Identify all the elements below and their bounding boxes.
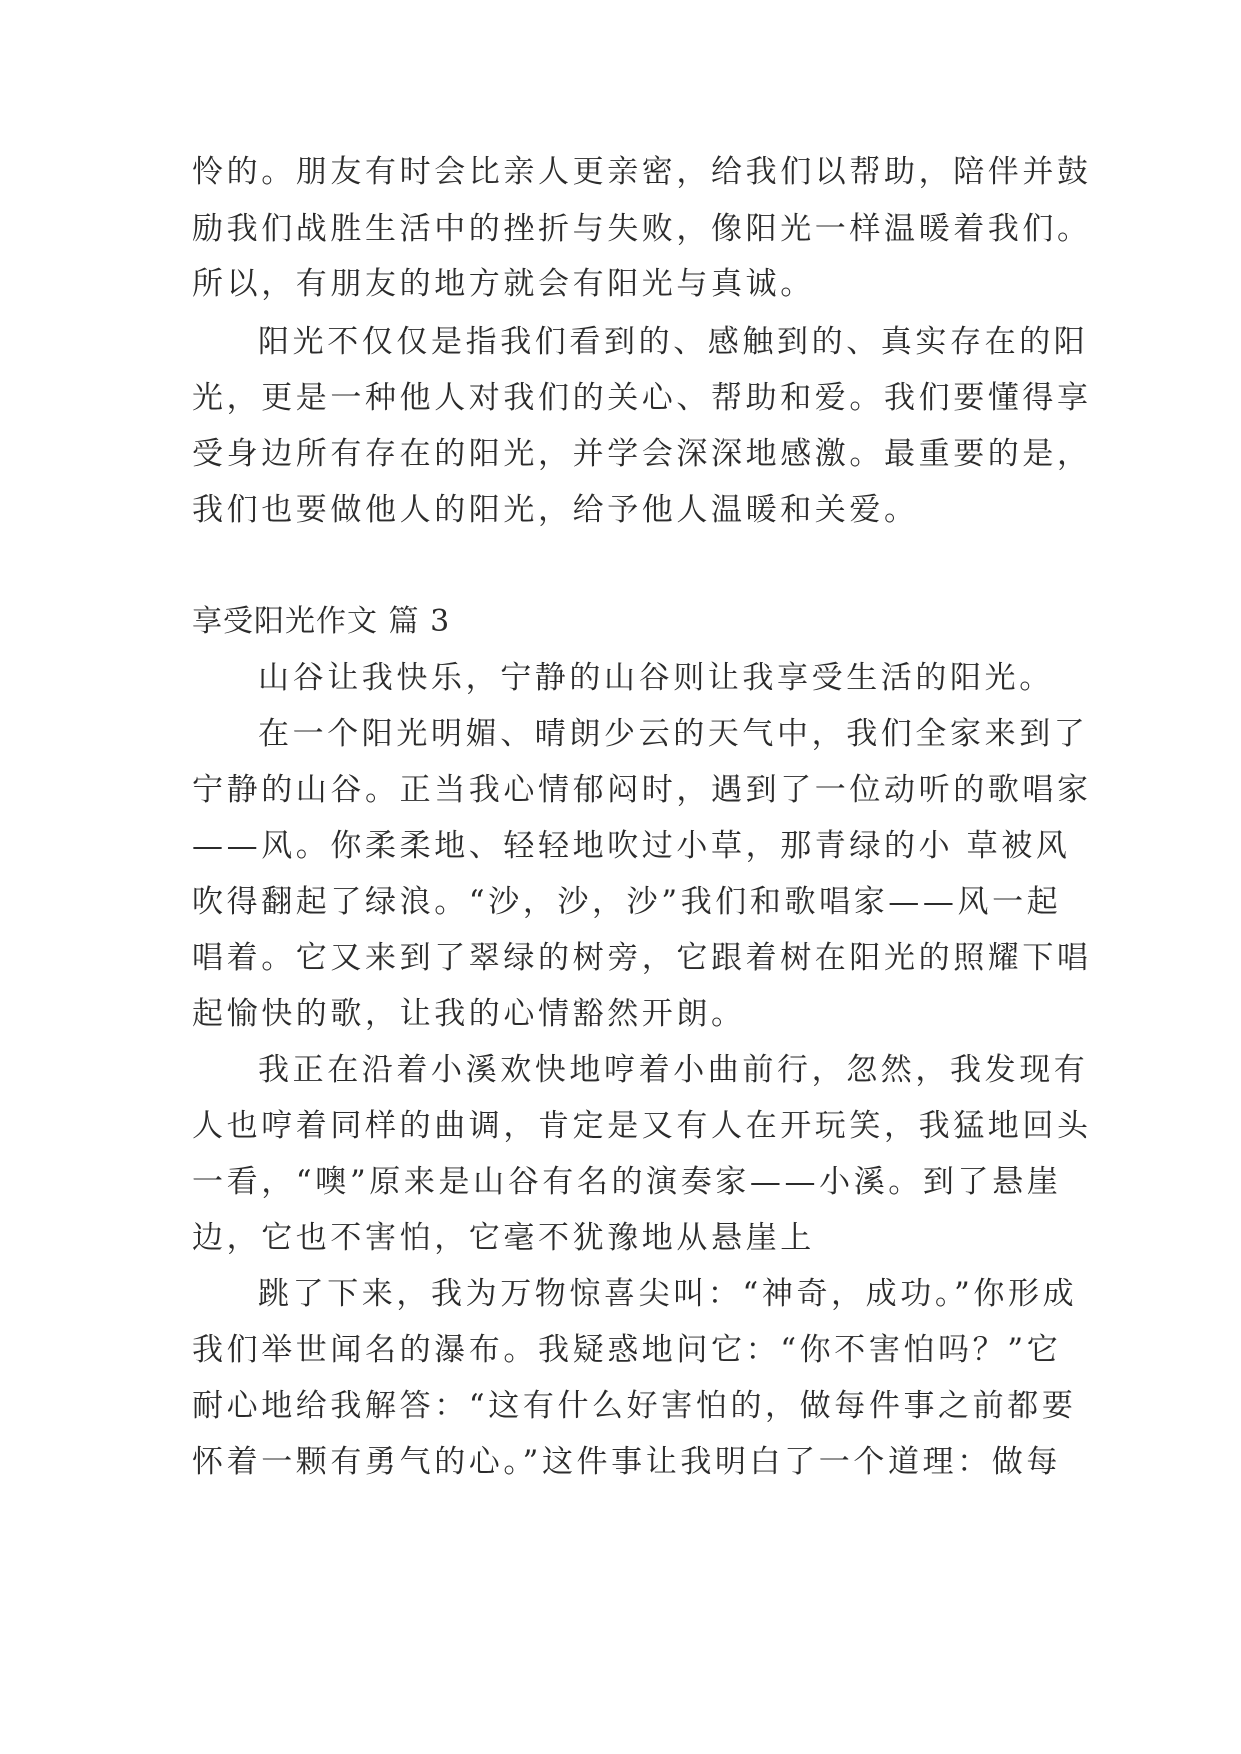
text-line: 我们也要做他人的阳光，给予他人温暖和关爱。	[192, 492, 919, 528]
paragraph-start-line: 山谷让我快乐，宁静的山谷则让我享受生活的阳光。	[258, 660, 1054, 696]
text-line: 怀着一颗有勇气的心。”这件事让我明白了一个道理：做每	[192, 1444, 1061, 1480]
text-line: 唱着。它又来到了翠绿的树旁，它跟着树在阳光的照耀下唱	[192, 940, 1092, 976]
text-line: 人也哼着同样的曲调，肯定是又有人在开玩笑，我猛地回头	[192, 1108, 1092, 1144]
text-line: 受身边所有存在的阳光，并学会深深地感激。最重要的是，	[192, 436, 1092, 472]
text-line: 所以，有朋友的地方就会有阳光与真诚。	[192, 266, 815, 302]
text-line: 耐心地给我解答：“这有什么好害怕的，做每件事之前都要	[192, 1388, 1077, 1424]
paragraph-start-line: 在一个阳光明媚、晴朗少云的天气中，我们全家来到了	[258, 716, 1089, 752]
text-line: ——风。你柔柔地、轻轻地吹过小草，那青绿的小 草被风	[192, 828, 1071, 864]
paragraph-start-line: 跳了下来，我为万物惊喜尖叫：“神奇，成功。”你形成	[258, 1276, 1078, 1312]
text-line: 一看，“噢”原来是山谷有名的演奏家——小溪。到了悬崖	[192, 1164, 1062, 1200]
text-line: 边，它也不害怕，它毫不犹豫地从悬崖上	[192, 1220, 815, 1256]
text-line: 光，更是一种他人对我们的关心、帮助和爱。我们要懂得享	[192, 380, 1092, 416]
text-line: 我们举世闻名的瀑布。我疑惑地问它：“你不害怕吗？”它	[192, 1332, 1062, 1368]
text-line: 怜的。朋友有时会比亲人更亲密，给我们以帮助，陪伴并鼓	[192, 154, 1092, 190]
section-heading: 享受阳光作文 篇 3	[192, 604, 451, 639]
paragraph-start-line: 我正在沿着小溪欢快地哼着小曲前行，忽然，我发现有	[258, 1052, 1089, 1088]
text-line: 宁静的山谷。正当我心情郁闷时，遇到了一位动听的歌唱家	[192, 772, 1092, 808]
text-line: 起愉快的歌，让我的心情豁然开朗。	[192, 996, 746, 1032]
text-line: 吹得翻起了绿浪。“沙，沙，沙”我们和歌唱家——风一起	[192, 884, 1062, 920]
paragraph-start-line: 阳光不仅仅是指我们看到的、感触到的、真实存在的阳	[258, 324, 1089, 360]
text-line: 励我们战胜生活中的挫折与失败，像阳光一样温暖着我们。	[192, 211, 1092, 247]
